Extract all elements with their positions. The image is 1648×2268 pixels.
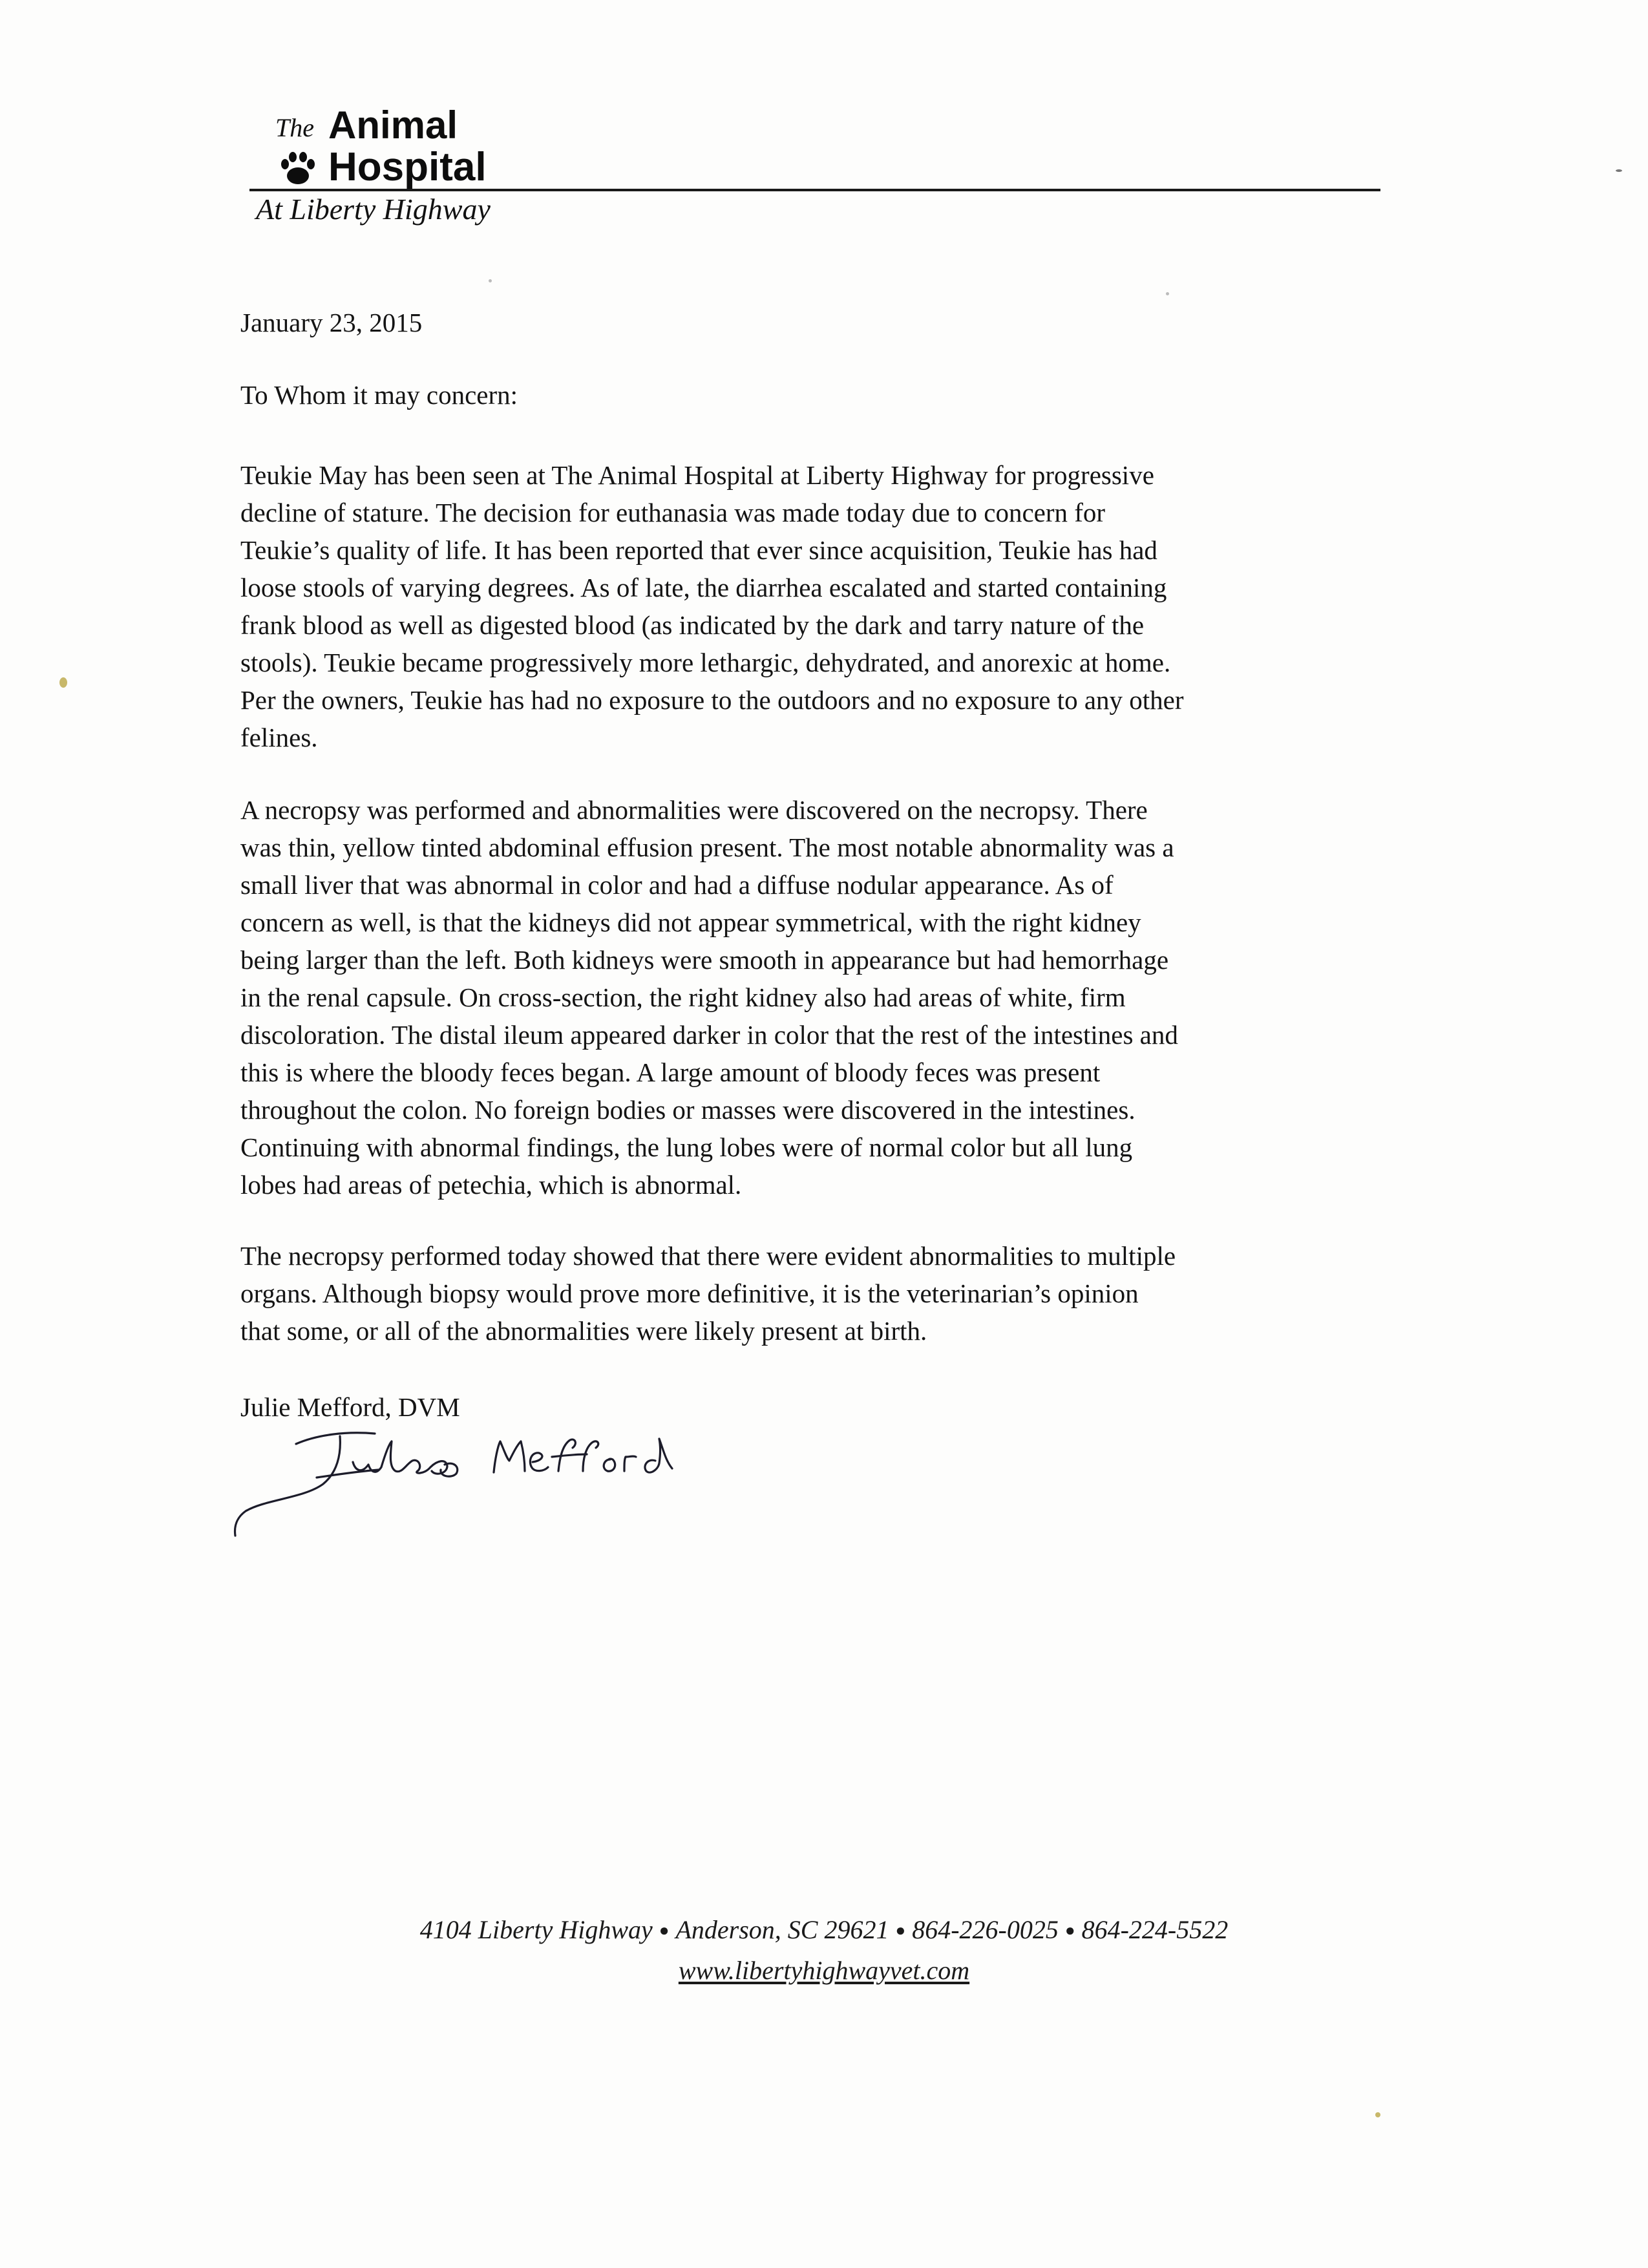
letterhead-subtitle: At Liberty Highway xyxy=(256,193,491,226)
handwritten-signature xyxy=(226,1422,717,1538)
footer-website-link[interactable]: www.libertyhighwayvet.com xyxy=(678,1956,970,1985)
paragraph-line: felines. xyxy=(240,723,318,752)
footer-separator: ● xyxy=(1064,1921,1075,1940)
scan-speck xyxy=(1616,169,1622,172)
letterhead xyxy=(244,103,1382,233)
paragraph-conclusion xyxy=(240,1237,1423,1350)
footer-separator: ● xyxy=(895,1921,906,1940)
footer-phone-primary: 864-226-0025 xyxy=(912,1915,1059,1944)
paragraph-line: small liver that was abnormal in color and had a diffuse nodular appearance. As of xyxy=(240,870,1114,900)
scan-speck xyxy=(1375,2112,1380,2117)
paragraph-line: discoloration. The distal ileum appeared darker in color that the rest of the intestines and xyxy=(240,1020,1178,1050)
paragraph-line: Per the owners, Teukie has had no exposure to the outdoors and no exposure to any other xyxy=(240,685,1184,715)
paragraph-line: frank blood as well as digested blood (as indicated by the dark and tarry nature of the xyxy=(240,610,1145,640)
paragraph-line: lobes had areas of petechia, which is abnormal. xyxy=(240,1170,742,1200)
scan-speck xyxy=(59,677,67,688)
date-text: January 23, 2015 xyxy=(240,308,423,337)
footer-phone-secondary: 864-224-5522 xyxy=(1081,1915,1229,1944)
paragraph-line: A necropsy was performed and abnormalities were discovered on the necropsy. There xyxy=(240,795,1148,825)
paragraph-line: being larger than the left. Both kidneys were smooth in appearance but had hemorrhage xyxy=(240,945,1169,975)
letter-salutation xyxy=(240,376,1423,414)
paragraph-line: this is where the bloody feces began. A large amount of bloody feces was present xyxy=(240,1057,1101,1087)
letter-date xyxy=(240,304,1423,341)
footer-address: 4104 Liberty Highway xyxy=(419,1915,653,1944)
scan-speck xyxy=(1166,292,1169,295)
paragraph-line: organs. Although biopsy would prove more definitive, it is the veterinarian’s opinion xyxy=(240,1278,1139,1308)
paragraph-line: concern as well, is that the kidneys did not appear symmetrical, with the right kidney xyxy=(240,907,1141,937)
paw-print-icon xyxy=(279,150,317,187)
letterhead-animal: Animal xyxy=(328,103,458,147)
letterhead-the: The xyxy=(275,113,314,142)
paragraph-line: Teukie May has been seen at The Animal Hospital at Liberty Highway for progressive xyxy=(240,460,1154,490)
paragraph-line: throughout the colon. No foreign bodies or masses were discovered in the intestines. xyxy=(240,1095,1136,1125)
paragraph-line: loose stools of varying degrees. As of late, the diarrhea escalated and started containing xyxy=(240,573,1167,602)
scan-speck xyxy=(489,279,492,282)
footer-city: Anderson, SC 29621 xyxy=(675,1915,889,1944)
footer-contact-line xyxy=(194,1913,1454,1947)
paragraph-line: was thin, yellow tinted abdominal effusion present. The most notable abnormality was a xyxy=(240,832,1174,862)
paragraph-line: Teukie’s quality of life. It has been reported that ever since acquisition, Teukie has had xyxy=(240,535,1157,565)
letter-footer xyxy=(194,1913,1454,1987)
paragraph-line: Continuing with abnormal findings, the lung lobes were of normal color but all lung xyxy=(240,1132,1133,1162)
letter-signer xyxy=(240,1388,1423,1426)
paragraph-necropsy xyxy=(240,791,1423,1203)
letterhead-hospital: Hospital xyxy=(328,145,487,189)
paragraph-line: decline of stature. The decision for euthanasia was made today due to concern for xyxy=(240,498,1106,527)
paragraph-line: in the renal capsule. On cross-section, the right kidney also had areas of white, firm xyxy=(240,982,1126,1012)
paragraph-line: that some, or all of the abnormalities were likely present at birth. xyxy=(240,1316,927,1346)
paragraph-line: The necropsy performed today showed that there were evident abnormalities to multiple xyxy=(240,1241,1176,1271)
footer-separator: ● xyxy=(659,1921,670,1940)
signer-name: Julie Mefford, DVM xyxy=(240,1392,460,1422)
paragraph-history xyxy=(240,456,1423,756)
letterhead-rule xyxy=(249,189,1380,191)
paragraph-line: stools). Teukie became progressively more lethargic, dehydrated, and anorexic at home. xyxy=(240,648,1171,677)
salutation-text: To Whom it may concern: xyxy=(240,380,518,410)
